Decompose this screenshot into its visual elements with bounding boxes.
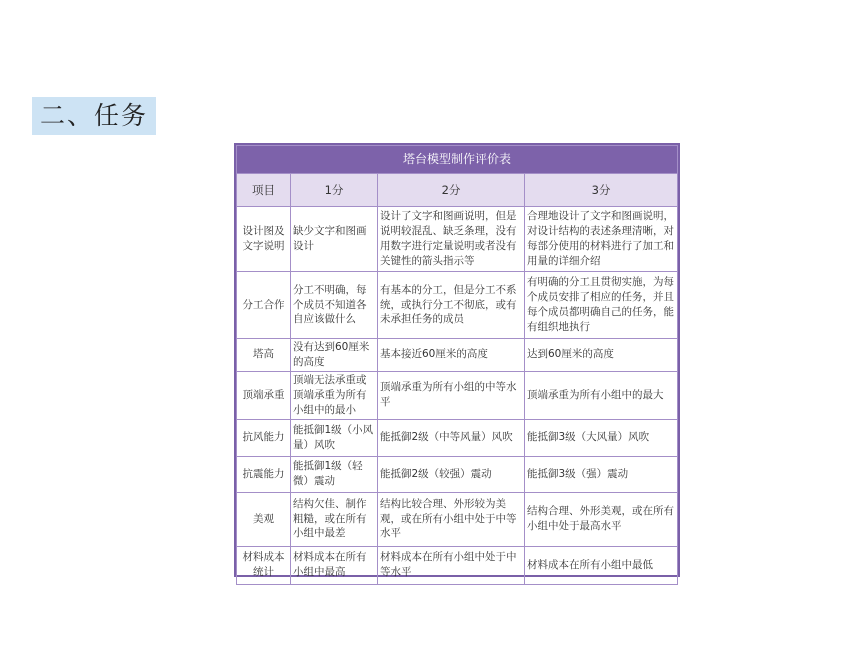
score-3-cell: 合理地设计了文字和图画说明，对设计结构的表述条理清晰，对每部分使用的材料进行了加工和用量的详细介绍 [525, 207, 678, 272]
score-1-cell: 材料成本在所有小组中最高 [291, 546, 378, 584]
score-3-cell: 有明确的分工且贯彻实施，为每个成员安排了相应的任务，并且每个成员都明确自己的任务，能有组织地执行 [525, 272, 678, 339]
score-2-cell: 材料成本在所有小组中处于中等水平 [378, 546, 525, 584]
table-row [237, 339, 678, 372]
score-2-cell: 顶端承重为所有小组的中等水平 [378, 371, 525, 419]
evaluation-table [234, 143, 680, 577]
row-item-label: 材料成本统计 [237, 546, 291, 584]
column-header-item: 项目 [237, 174, 291, 207]
score-2-cell: 能抵御2级（中等风量）风吹 [378, 419, 525, 456]
column-header-score-1: 1分 [291, 174, 378, 207]
score-2-cell: 设计了文字和图画说明，但是说明较混乱、缺乏条理，没有用数字进行定量说明或者没有关键性的箭头指示等 [378, 207, 525, 272]
table-row [237, 419, 678, 456]
score-1-cell: 分工不明确，每个成员不知道各自应该做什么 [291, 272, 378, 339]
table-title-row [237, 146, 678, 174]
score-1-cell: 能抵御1级（小风量）风吹 [291, 419, 378, 456]
column-header-score-2: 2分 [378, 174, 525, 207]
row-item-label: 抗风能力 [237, 419, 291, 456]
score-2-cell: 结构比较合理、外形较为美观，或在所有小组中处于中等水平 [378, 492, 525, 546]
row-item-label: 分工合作 [237, 272, 291, 339]
score-2-cell: 能抵御2级（较强）震动 [378, 456, 525, 492]
row-item-label: 美观 [237, 492, 291, 546]
table-header-row [237, 174, 678, 207]
section-heading: 二、任务 [32, 97, 156, 135]
table-row [237, 456, 678, 492]
score-3-cell: 材料成本在所有小组中最低 [525, 546, 678, 584]
score-3-cell: 能抵御3级（大风量）风吹 [525, 419, 678, 456]
table-title: 塔台模型制作评价表 [237, 146, 678, 174]
table-row [237, 492, 678, 546]
table-row [237, 371, 678, 419]
row-item-label: 设计图及文字说明 [237, 207, 291, 272]
score-3-cell: 达到60厘米的高度 [525, 339, 678, 372]
score-1-cell: 能抵御1级（轻微）震动 [291, 456, 378, 492]
row-item-label: 塔高 [237, 339, 291, 372]
score-2-cell: 基本接近60厘米的高度 [378, 339, 525, 372]
score-1-cell: 没有达到60厘米的高度 [291, 339, 378, 372]
column-header-score-3: 3分 [525, 174, 678, 207]
evaluation-table-grid [236, 145, 678, 585]
score-3-cell: 顶端承重为所有小组中的最大 [525, 371, 678, 419]
table-row [237, 546, 678, 584]
row-item-label: 顶端承重 [237, 371, 291, 419]
score-2-cell: 有基本的分工，但是分工不系统，或执行分工不彻底，或有未承担任务的成员 [378, 272, 525, 339]
score-3-cell: 能抵御3级（强）震动 [525, 456, 678, 492]
row-item-label: 抗震能力 [237, 456, 291, 492]
score-1-cell: 缺少文字和图画设计 [291, 207, 378, 272]
score-1-cell: 顶端无法承重或顶端承重为所有小组中的最小 [291, 371, 378, 419]
score-1-cell: 结构欠佳、制作粗糙，或在所有小组中最差 [291, 492, 378, 546]
table-row [237, 272, 678, 339]
table-row [237, 207, 678, 272]
score-3-cell: 结构合理、外形美观，或在所有小组中处于最高水平 [525, 492, 678, 546]
